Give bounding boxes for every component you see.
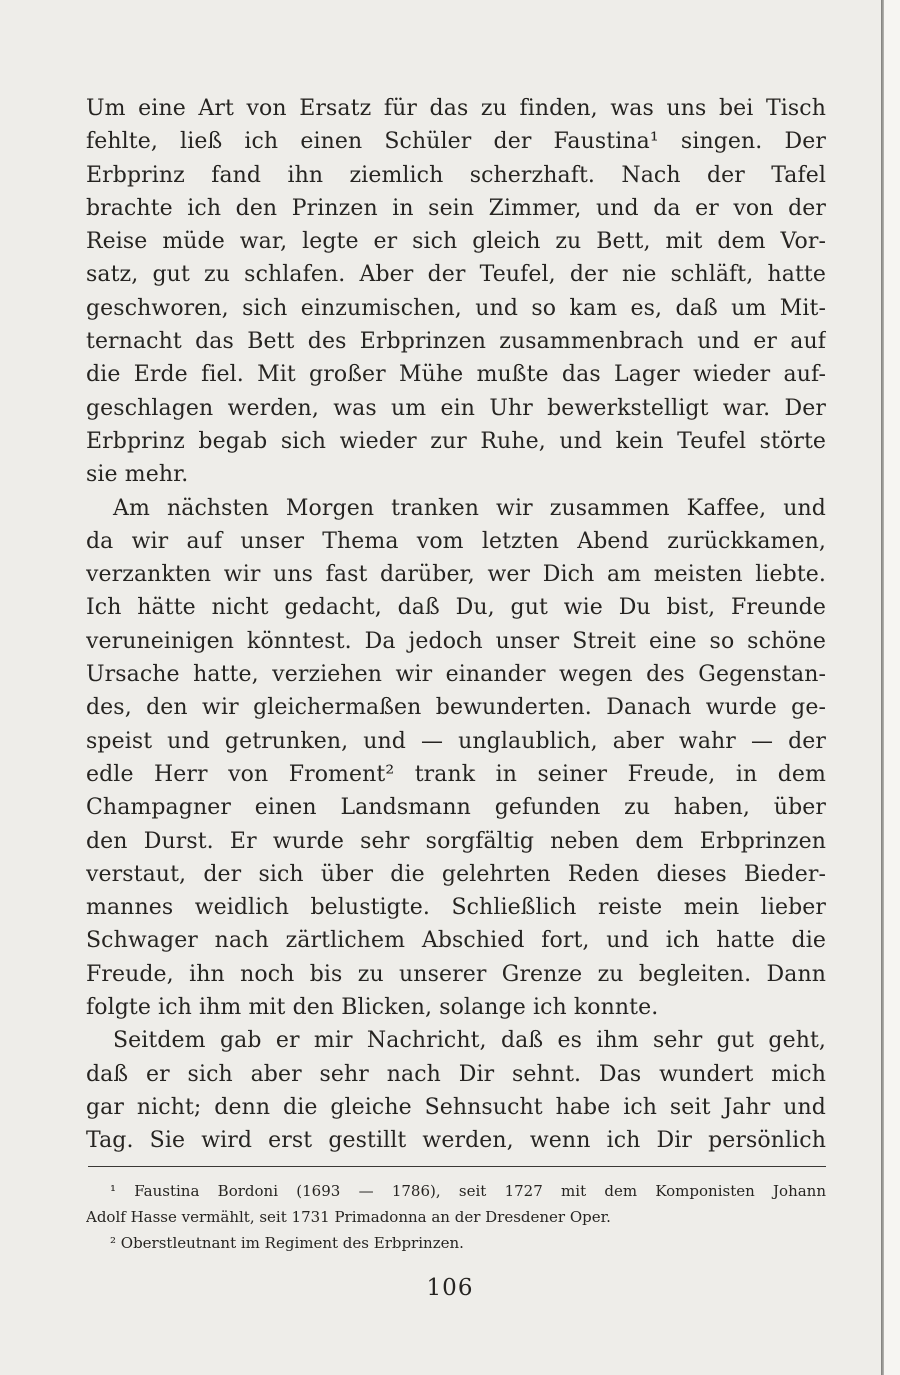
- body-line: mannes weidlich belustigte. Schließlich reiste mein lieber: [86, 895, 826, 921]
- body-line: Erbprinz fand ihn ziemlich scherzhaft. Nach der Tafel: [86, 162, 826, 188]
- body-line: edle Herr von Froment² trank in seiner Freude, in dem: [86, 761, 826, 787]
- body-line: verstaut, der sich über die gelehrten Reden dieses Bieder-: [86, 861, 826, 887]
- body-line: brachte ich den Prinzen in sein Zimmer, und da er von der: [86, 195, 826, 221]
- body-line: daß er sich aber sehr nach Dir sehnt. Das wundert mich: [86, 1061, 826, 1087]
- body-line: sie mehr.: [86, 462, 189, 488]
- body-line: fehlte, ließ ich einen Schüler der Faustina¹ singen. Der: [86, 129, 826, 155]
- page-margin-right: [884, 0, 900, 1375]
- body-line: verzankten wir uns fast darüber, wer Dich am meisten liebte.: [86, 562, 826, 588]
- body-line: speist und getrunken, und — unglaublich, aber wahr — der: [86, 728, 826, 754]
- body-line: satz, gut zu schlafen. Aber der Teufel, der nie schläft, hatte: [86, 262, 826, 288]
- body-line: Reise müde war, legte er sich gleich zu Bett, mit dem Vor-: [86, 229, 826, 255]
- body-line: Tag. Sie wird erst gestillt werden, wenn ich Dir persönlich: [86, 1128, 826, 1154]
- body-line: geschlagen werden, was um ein Uhr bewerkstelligt war. Der: [86, 395, 826, 421]
- body-line: veruneinigen könntest. Da jedoch unser Streit eine so schöne: [86, 628, 826, 654]
- body-line: da wir auf unser Thema vom letzten Abend zurückkamen,: [86, 528, 826, 554]
- body-line: Ich hätte nicht gedacht, daß Du, gut wie Du bist, Freunde: [86, 595, 826, 621]
- body-line: den Durst. Er wurde sehr sorgfältig neben dem Erbprinzen: [86, 828, 826, 854]
- body-line: Champagner einen Landsmann gefunden zu haben, über: [86, 795, 826, 821]
- body-line: Erbprinz begab sich wieder zur Ruhe, und kein Teufel störte: [86, 428, 826, 454]
- body-line: Freude, ihn noch bis zu unserer Grenze zu begleiten. Dann: [86, 961, 826, 987]
- body-line: Seitdem gab er mir Nachricht, daß es ihm sehr gut geht,: [113, 1028, 826, 1054]
- body-line: ternacht das Bett des Erbprinzen zusammenbrach und er auf: [86, 329, 826, 355]
- footnote-line: Adolf Hasse vermählt, seit 1731 Primadonna an der Dresdener Oper.: [86, 1208, 611, 1226]
- footnote-line: ¹ Faustina Bordoni (1693 — 1786), seit 1727 mit dem Komponisten Johann: [110, 1182, 826, 1200]
- body-line: Ursache hatte, verziehen wir einander wegen des Gegenstan-: [86, 662, 826, 688]
- body-line: Schwager nach zärtlichem Abschied fort, und ich hatte die: [86, 928, 826, 954]
- body-line: folgte ich ihm mit den Blicken, solange ich konnte.: [86, 995, 659, 1021]
- body-line: geschworen, sich einzumischen, und so kam es, daß um Mit-: [86, 295, 826, 321]
- footnote-line: ² Oberstleutnant im Regiment des Erbprinzen.: [110, 1234, 464, 1252]
- page-edge: [881, 0, 884, 1375]
- body-line: des, den wir gleichermaßen bewunderten. Danach wurde ge-: [86, 695, 826, 721]
- body-text: [86, 92, 826, 1158]
- footnote-rule: [88, 1166, 826, 1167]
- footnotes: [86, 1178, 826, 1256]
- body-line: die Erde fiel. Mit großer Mühe mußte das Lager wieder auf-: [86, 362, 826, 388]
- page-number: 106: [426, 1275, 474, 1301]
- body-line: Um eine Art von Ersatz für das zu finden, was uns bei Tisch: [86, 96, 826, 121]
- body-line: gar nicht; denn die gleiche Sehnsucht habe ich seit Jahr und: [86, 1094, 826, 1120]
- body-line: Am nächsten Morgen tranken wir zusammen Kaffee, und: [113, 495, 826, 521]
